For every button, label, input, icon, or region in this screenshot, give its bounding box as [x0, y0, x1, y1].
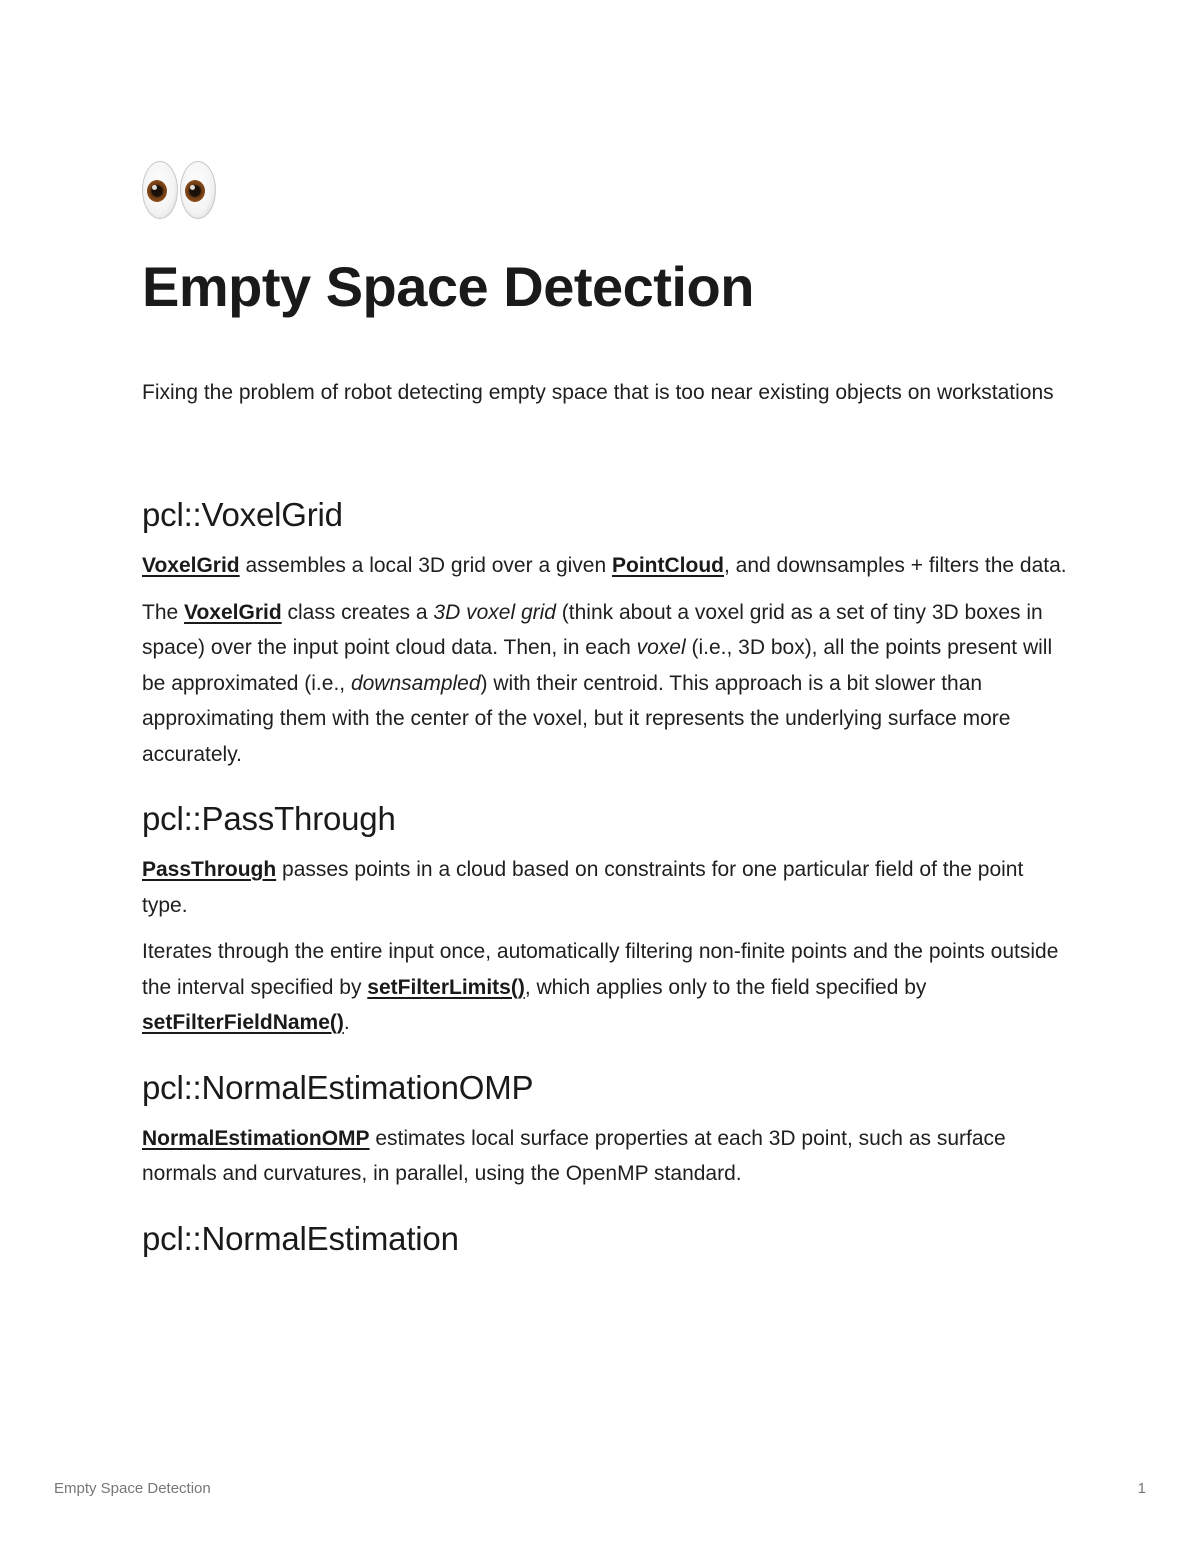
section-passthrough	[142, 800, 1072, 1041]
eyes-icon	[142, 150, 1072, 230]
text-span: The	[142, 600, 185, 624]
emphasis-text: voxel	[636, 636, 686, 659]
text-span: .	[343, 1011, 350, 1034]
emphasis-text: downsampled	[350, 671, 481, 695]
paragraph	[142, 548, 1072, 584]
text-span: passes points in a cloud based on constraints for one particular field of the point type.	[142, 858, 1024, 917]
section-heading: pcl::VoxelGrid	[142, 496, 343, 533]
text-span: class creates a	[281, 600, 434, 624]
page-title: Empty Space Detection	[142, 255, 754, 318]
section-heading: pcl::NormalEstimationOMP	[142, 1068, 534, 1106]
text-span: Iterates through the entire input once, automatically filtering non-finite points and the points outside the interval specified by	[142, 940, 1059, 999]
document-page	[142, 150, 1072, 1286]
text-span: assembles a local 3D grid over a given	[239, 554, 612, 577]
section-heading: pcl::PassThrough	[142, 800, 396, 837]
left-eye-icon	[142, 161, 178, 219]
text-span: (i.e., 3D box), all the points present will be approximated (i.e.,	[142, 636, 1053, 695]
paragraph	[142, 852, 1072, 923]
page-subtitle: Fixing the problem of robot detecting empty space that is too near existing objects on workstations	[142, 381, 1054, 404]
section-voxelgrid	[142, 496, 1072, 772]
voxelgrid-link[interactable]: VoxelGrid	[142, 554, 240, 577]
footer-title: Empty Space Detection	[54, 1480, 211, 1497]
pointcloud-link[interactable]: PointCloud	[612, 554, 724, 577]
footer-page-number: 1	[1137, 1480, 1146, 1497]
text-span: , and downsamples + filters the data.	[723, 554, 1067, 577]
paragraph	[142, 1121, 1072, 1192]
text-span: ) with their centroid. This approach is a bit slower than approximating them with the center of the voxel, but it represents the underlying surface more accurately.	[142, 671, 1011, 766]
passthrough-link[interactable]: PassThrough	[142, 858, 277, 881]
text-span: estimates local surface properties at each 3D point, such as surface normals and curvatures, in parallel, using the OpenMP standard.	[142, 1126, 1006, 1185]
emphasis-text: 3D voxel grid	[433, 600, 556, 624]
paragraph	[142, 595, 1072, 773]
setfilterfieldname-link[interactable]: setFilterFieldName()	[142, 1011, 344, 1034]
section-normalestimationomp	[142, 1069, 1072, 1192]
section-heading: pcl::NormalEstimation	[142, 1219, 459, 1257]
voxelgrid-link[interactable]: VoxelGrid	[184, 600, 282, 624]
paragraph	[142, 934, 1072, 1041]
text-span: , which applies only to the field specified by	[524, 975, 927, 999]
right-eye-icon	[180, 161, 216, 219]
text-span: (think about a voxel grid as a set of tiny 3D boxes in space) over the input point cloud data. Then, in each	[142, 600, 1043, 659]
setfilterlimits-link[interactable]: setFilterLimits()	[367, 975, 525, 999]
section-normalestimation	[142, 1220, 1072, 1258]
normalestimationomp-link[interactable]: NormalEstimationOMP	[142, 1126, 370, 1150]
